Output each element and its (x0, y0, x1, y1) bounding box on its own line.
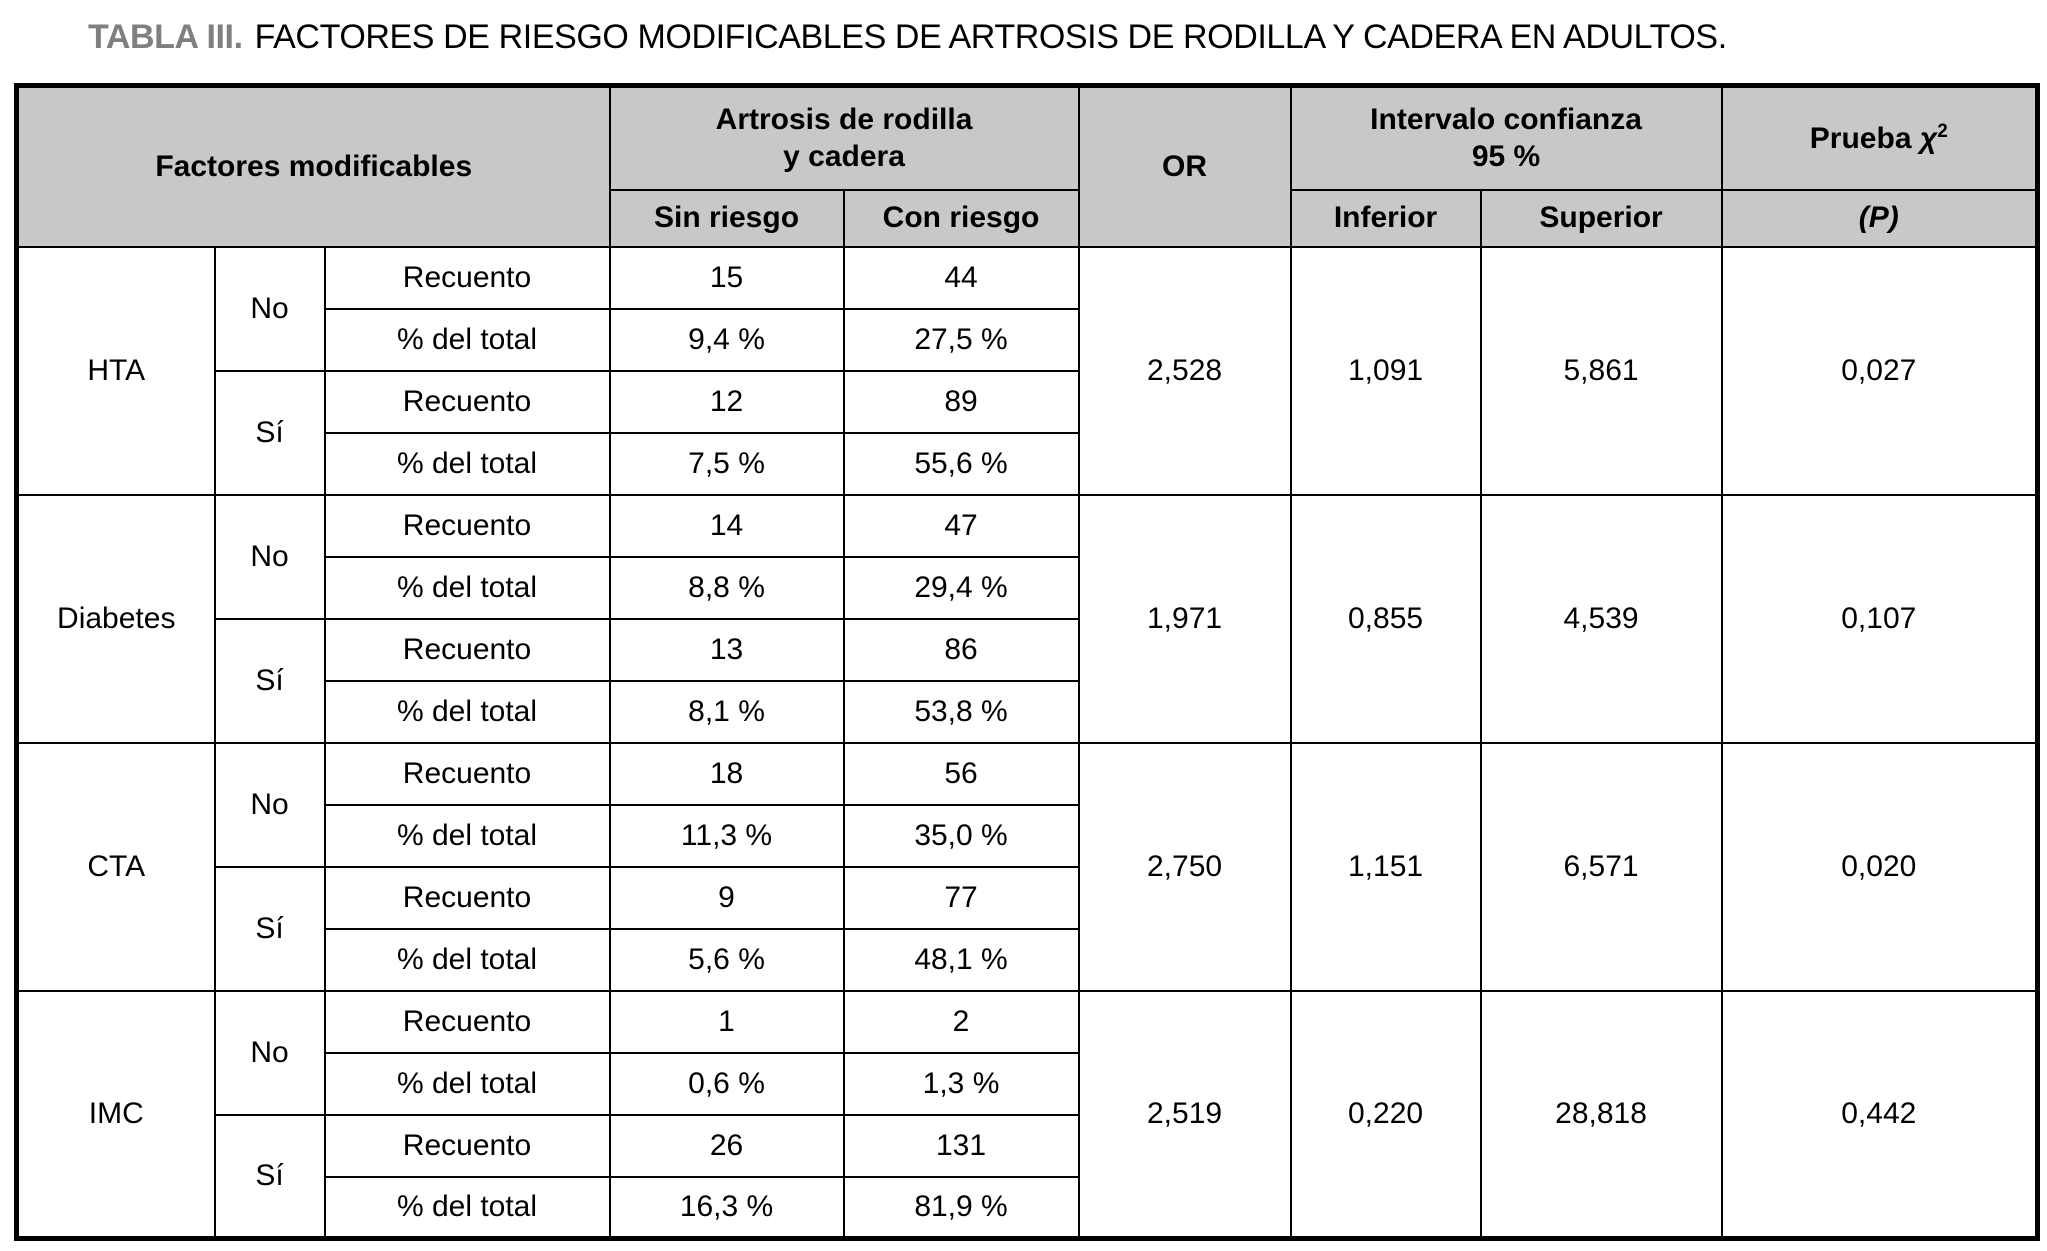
hta-si-label: Sí (215, 371, 325, 495)
factor-name-diabetes: Diabetes (17, 495, 215, 743)
cta-si-pct-con: 48,1 % (844, 929, 1079, 991)
row-label-pct: % del total (325, 681, 610, 743)
diabetes-or-value: 1,971 (1079, 495, 1291, 743)
imc-ci-superior: 28,818 (1481, 991, 1722, 1239)
cta-or-value: 2,750 (1079, 743, 1291, 991)
hta-no-label: No (215, 247, 325, 371)
table-title (88, 18, 1727, 57)
header-prueba-word: Prueba (1809, 121, 1912, 155)
hta-or-value: 2,528 (1079, 247, 1291, 495)
header-artrosis-rodilla-cadera (610, 86, 1079, 190)
header-artrosis-line1: Artrosis de rodilla (715, 102, 973, 136)
imc-si-pct-con: 81,9 % (844, 1177, 1079, 1239)
imc-or-value: 2,519 (1079, 991, 1291, 1239)
hta-p-value: 0,027 (1722, 247, 2038, 495)
cta-si-pct-sin: 5,6 % (610, 929, 844, 991)
row-label-recuento: Recuento (325, 247, 610, 309)
diabetes-no-pct-con: 29,4 % (844, 557, 1079, 619)
diabetes-si-pct-con: 53,8 % (844, 681, 1079, 743)
diabetes-no-recuento-sin: 14 (610, 495, 844, 557)
header-superior: Superior (1481, 190, 1722, 247)
row-label-pct: % del total (325, 929, 610, 991)
diabetes-no-pct-sin: 8,8 % (610, 557, 844, 619)
row-label-recuento: Recuento (325, 1115, 610, 1177)
table-title-label: TABLA III. (88, 18, 243, 56)
header-con-riesgo: Con riesgo (844, 190, 1079, 247)
imc-no-label: No (215, 991, 325, 1115)
header-intervalo-line1: Intervalo confianza (1370, 102, 1642, 136)
cta-no-label: No (215, 743, 325, 867)
hta-ci-superior: 5,861 (1481, 247, 1722, 495)
factor-name-imc: IMC (17, 991, 215, 1239)
hta-no-pct-con: 27,5 % (844, 309, 1079, 371)
hta-no-pct-sin: 9,4 % (610, 309, 844, 371)
cta-ci-inferior: 1,151 (1291, 743, 1481, 991)
row-label-pct: % del total (325, 309, 610, 371)
imc-no-pct-con: 1,3 % (844, 1053, 1079, 1115)
row-label-pct: % del total (325, 1177, 610, 1239)
row-label-recuento: Recuento (325, 991, 610, 1053)
hta-si-recuento-con: 89 (844, 371, 1079, 433)
hta-si-pct-con: 55,6 % (844, 433, 1079, 495)
diabetes-no-label: No (215, 495, 325, 619)
cta-ci-superior: 6,571 (1481, 743, 1722, 991)
imc-no-recuento-con: 2 (844, 991, 1079, 1053)
row-label-recuento: Recuento (325, 743, 610, 805)
table-row (17, 247, 2038, 309)
diabetes-si-recuento-sin: 13 (610, 619, 844, 681)
table-title-text: FACTORES DE RIESGO MODIFICABLES DE ARTROSIS DE RODILLA Y CADERA EN ADULTOS. (254, 18, 1727, 56)
row-label-recuento: Recuento (325, 867, 610, 929)
header-inferior: Inferior (1291, 190, 1481, 247)
header-sin-riesgo: Sin riesgo (610, 190, 844, 247)
cta-p-value: 0,020 (1722, 743, 2038, 991)
row-label-recuento: Recuento (325, 619, 610, 681)
chi-superscript: 2 (1937, 120, 1948, 142)
header-factores-modificables: Factores modificables (17, 86, 610, 247)
factor-name-cta: CTA (17, 743, 215, 991)
table-row (17, 495, 2038, 557)
imc-ci-inferior: 0,220 (1291, 991, 1481, 1239)
row-label-pct: % del total (325, 1053, 610, 1115)
header-p-value: (P) (1722, 190, 2038, 247)
table-row (17, 991, 2038, 1053)
cta-no-pct-con: 35,0 % (844, 805, 1079, 867)
cta-no-recuento-con: 56 (844, 743, 1079, 805)
diabetes-ci-superior: 4,539 (1481, 495, 1722, 743)
cta-si-recuento-con: 77 (844, 867, 1079, 929)
diabetes-si-label: Sí (215, 619, 325, 743)
imc-p-value: 0,442 (1722, 991, 2038, 1239)
diabetes-p-value: 0,107 (1722, 495, 2038, 743)
cta-no-pct-sin: 11,3 % (610, 805, 844, 867)
imc-si-recuento-con: 131 (844, 1115, 1079, 1177)
hta-no-recuento-con: 44 (844, 247, 1079, 309)
diabetes-no-recuento-con: 47 (844, 495, 1079, 557)
imc-si-label: Sí (215, 1115, 325, 1239)
diabetes-ci-inferior: 0,855 (1291, 495, 1481, 743)
risk-factors-table (14, 83, 2040, 1241)
hta-si-pct-sin: 7,5 % (610, 433, 844, 495)
imc-no-recuento-sin: 1 (610, 991, 844, 1053)
table-row (17, 743, 2038, 805)
cta-si-recuento-sin: 9 (610, 867, 844, 929)
header-or: OR (1079, 86, 1291, 247)
imc-no-pct-sin: 0,6 % (610, 1053, 844, 1115)
row-label-recuento: Recuento (325, 495, 610, 557)
row-label-pct: % del total (325, 557, 610, 619)
cta-si-label: Sí (215, 867, 325, 991)
row-label-pct: % del total (325, 805, 610, 867)
chi-symbol: χ (1919, 121, 1938, 155)
imc-si-pct-sin: 16,3 % (610, 1177, 844, 1239)
row-label-pct: % del total (325, 433, 610, 495)
diabetes-si-recuento-con: 86 (844, 619, 1079, 681)
header-intervalo-line2: 95 % (1471, 140, 1541, 174)
hta-ci-inferior: 1,091 (1291, 247, 1481, 495)
header-artrosis-line2: y cadera (783, 140, 905, 174)
hta-no-recuento-sin: 15 (610, 247, 844, 309)
diabetes-si-pct-sin: 8,1 % (610, 681, 844, 743)
imc-si-recuento-sin: 26 (610, 1115, 844, 1177)
row-label-recuento: Recuento (325, 371, 610, 433)
hta-si-recuento-sin: 12 (610, 371, 844, 433)
cta-no-recuento-sin: 18 (610, 743, 844, 805)
header-prueba-chi2 (1722, 86, 2038, 190)
header-intervalo-confianza (1291, 86, 1722, 190)
factor-name-hta: HTA (17, 247, 215, 495)
